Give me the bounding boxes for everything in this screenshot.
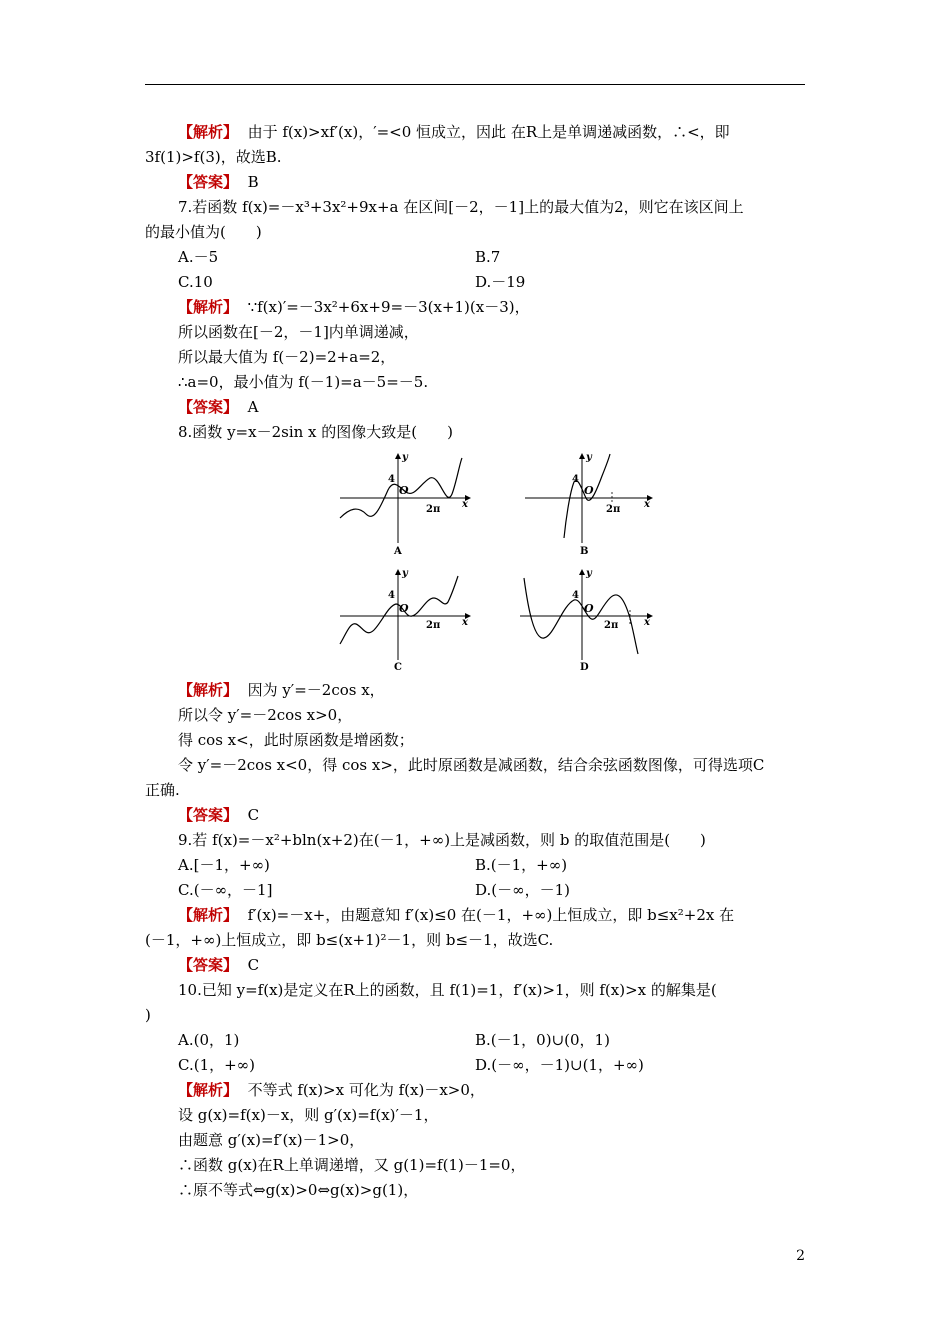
graph-b-origin-label: O	[584, 484, 594, 497]
analysis-tag: 【解析】	[178, 1081, 239, 1099]
q8-answer-line	[178, 805, 259, 825]
graph-b-letter: B	[580, 546, 589, 557]
q8-analysis-line3: 得 cos x<，此时原函数是增函数；	[178, 731, 414, 749]
graph-b-x-label: x	[644, 499, 650, 510]
q8-graphs-figure	[330, 448, 670, 678]
page-number: 2	[796, 1248, 805, 1264]
p6-analysis-line1	[178, 122, 730, 142]
q9-option-d: D.(－∞，－1)	[475, 881, 571, 899]
q10-option-d: D.(－∞，－1)∪(1，+∞)	[475, 1056, 644, 1074]
q10-analysis-line5: ∴原不等式⇔g(x)>0⇔g(x)>g(1)，	[178, 1181, 419, 1199]
graph-c	[340, 568, 470, 673]
q9-analysis-line2: (－1，+∞)上恒成立，即 b≤(x+1)²－1，则 b≤－1，故选C.	[145, 931, 554, 949]
graph-a	[340, 452, 470, 557]
answer-tag: 【答案】	[178, 173, 239, 191]
q7-option-a: A.－5	[178, 248, 219, 266]
graph-b-two-pi-label: 2π	[606, 504, 621, 515]
q9-option-a: A.[－1，+∞)	[178, 856, 270, 874]
q7-analysis-line4: ∴a=0，最小值为 f(－1)=a－5=－5.	[178, 373, 429, 391]
q10-analysis-line3: 由题意 g′(x)=f′(x)－1>0，	[178, 1131, 365, 1149]
q7-analysis-line3: 所以最大值为 f(－2)=2+a=2，	[178, 348, 396, 366]
graph-a-letter: A	[394, 546, 402, 557]
graph-d	[520, 568, 652, 673]
answer-tag: 【答案】	[178, 398, 239, 416]
graph-c-y-label: y	[402, 568, 408, 579]
q7-option-b: B.7	[475, 248, 501, 266]
q7-option-c: C.10	[178, 273, 213, 291]
analysis-tag: 【解析】	[178, 906, 239, 924]
graph-b-four-label: 4	[572, 474, 579, 485]
q7-analysis-line1	[178, 297, 530, 317]
q10-analysis-line1	[178, 1080, 485, 1100]
q10-option-a: A.(0，1)	[178, 1031, 240, 1049]
analysis-tag: 【解析】	[178, 298, 239, 316]
q7-stem-line2: 的最小值为( )	[145, 223, 262, 241]
graph-d-two-pi-label: 2π	[604, 620, 619, 631]
q9-answer-value: C	[247, 956, 260, 974]
q9-option-c: C.(－∞，－1]	[178, 881, 273, 899]
q9-analysis-text1: f′(x)=－x+，由题意知 f′(x)≤0 在(－1，+∞)上恒成立，即 b≤x²+2x 在	[247, 906, 735, 924]
q10-analysis-line4: ∴函数 g(x)在R上单调递增，又 g(1)=f(1)－1=0，	[178, 1156, 526, 1174]
graph-d-letter: D	[580, 662, 589, 673]
graph-a-x-label: x	[462, 499, 468, 510]
q7-analysis-line2: 所以函数在[－2，－1]内单调递减，	[178, 323, 419, 341]
graph-a-four-label: 4	[388, 474, 395, 485]
q10-option-b: B.(－1，0)∪(0，1)	[475, 1031, 610, 1049]
answer-tag: 【答案】	[178, 806, 239, 824]
graph-c-letter: C	[394, 662, 402, 673]
p6-analysis-text1: 由于 f(x)>xf′(x)，′=<0 恒成立，因此 在R上是单调递减函数，∴<，即	[247, 123, 730, 141]
graph-d-x-label: x	[644, 617, 650, 628]
answer-tag: 【答案】	[178, 956, 239, 974]
q7-answer-line	[178, 397, 258, 417]
p6-answer-value: B	[247, 173, 259, 191]
q8-analysis-line5: 正确.	[145, 781, 180, 799]
q10-analysis-text1: 不等式 f(x)>x 可化为 f(x)－x>0，	[247, 1081, 485, 1099]
q10-option-c: C.(1，+∞)	[178, 1056, 256, 1074]
q7-stem-line1: 7.若函数 f(x)=－x³+3x²+9x+a 在区间[－2，－1]上的最大值为2，则它在该区间上	[178, 198, 744, 216]
analysis-tag: 【解析】	[178, 681, 239, 699]
q9-stem: 9.若 f(x)=－x²+bln(x+2)在(－1，+∞)上是减函数，则 b 的取值范围是( )	[178, 831, 706, 849]
q8-analysis-line4: 令 y′=－2cos x<0，得 cos x>，此时原函数是减函数，结合余弦函数图像，可得选项C	[178, 756, 765, 774]
p6-analysis-line2: 3f(1)>f(3)，故选B.	[145, 148, 282, 166]
graph-a-y-label: y	[402, 452, 408, 463]
graph-a-origin-label: O	[399, 484, 409, 497]
q7-analysis-text1: ∵f(x)′=－3x²+6x+9=－3(x+1)(x－3)，	[247, 298, 530, 316]
q9-analysis-line1	[178, 905, 734, 925]
analysis-tag: 【解析】	[178, 123, 239, 141]
q10-stem-line2: )	[145, 1006, 151, 1024]
graph-c-two-pi-label: 2π	[426, 620, 441, 631]
q7-answer-value: A	[247, 398, 259, 416]
graph-c-four-label: 4	[388, 590, 395, 601]
graph-d-four-label: 4	[572, 590, 579, 601]
q8-analysis-line2: 所以令 y′=－2cos x>0，	[178, 706, 353, 724]
graph-a-two-pi-label: 2π	[426, 504, 441, 515]
q9-answer-line	[178, 955, 259, 975]
graph-d-y-label: y	[586, 568, 592, 579]
p6-answer-line	[178, 172, 259, 192]
q8-answer-value: C	[247, 806, 260, 824]
graph-b	[525, 452, 652, 557]
graph-c-origin-label: O	[399, 602, 409, 615]
q10-analysis-line2: 设 g(x)=f(x)－x，则 g′(x)=f(x)′－1，	[178, 1106, 439, 1124]
graph-c-x-label: x	[462, 617, 468, 628]
graph-d-origin-label: O	[584, 602, 594, 615]
graph-b-y-label: y	[586, 452, 592, 463]
q9-option-b: B.(－1，+∞)	[475, 856, 568, 874]
q8-analysis-line1	[178, 680, 385, 700]
header-rule	[145, 84, 805, 85]
q7-option-d: D.－19	[475, 273, 526, 291]
q8-analysis-text1: 因为 y′=－2cos x，	[247, 681, 385, 699]
q8-stem: 8.函数 y=x－2sin x 的图像大致是( )	[178, 423, 453, 441]
q10-stem-line1: 10.已知 y=f(x)是定义在R上的函数，且 f(1)=1，f′(x)>1，则 f(x)>x 的解集是(	[178, 981, 717, 999]
